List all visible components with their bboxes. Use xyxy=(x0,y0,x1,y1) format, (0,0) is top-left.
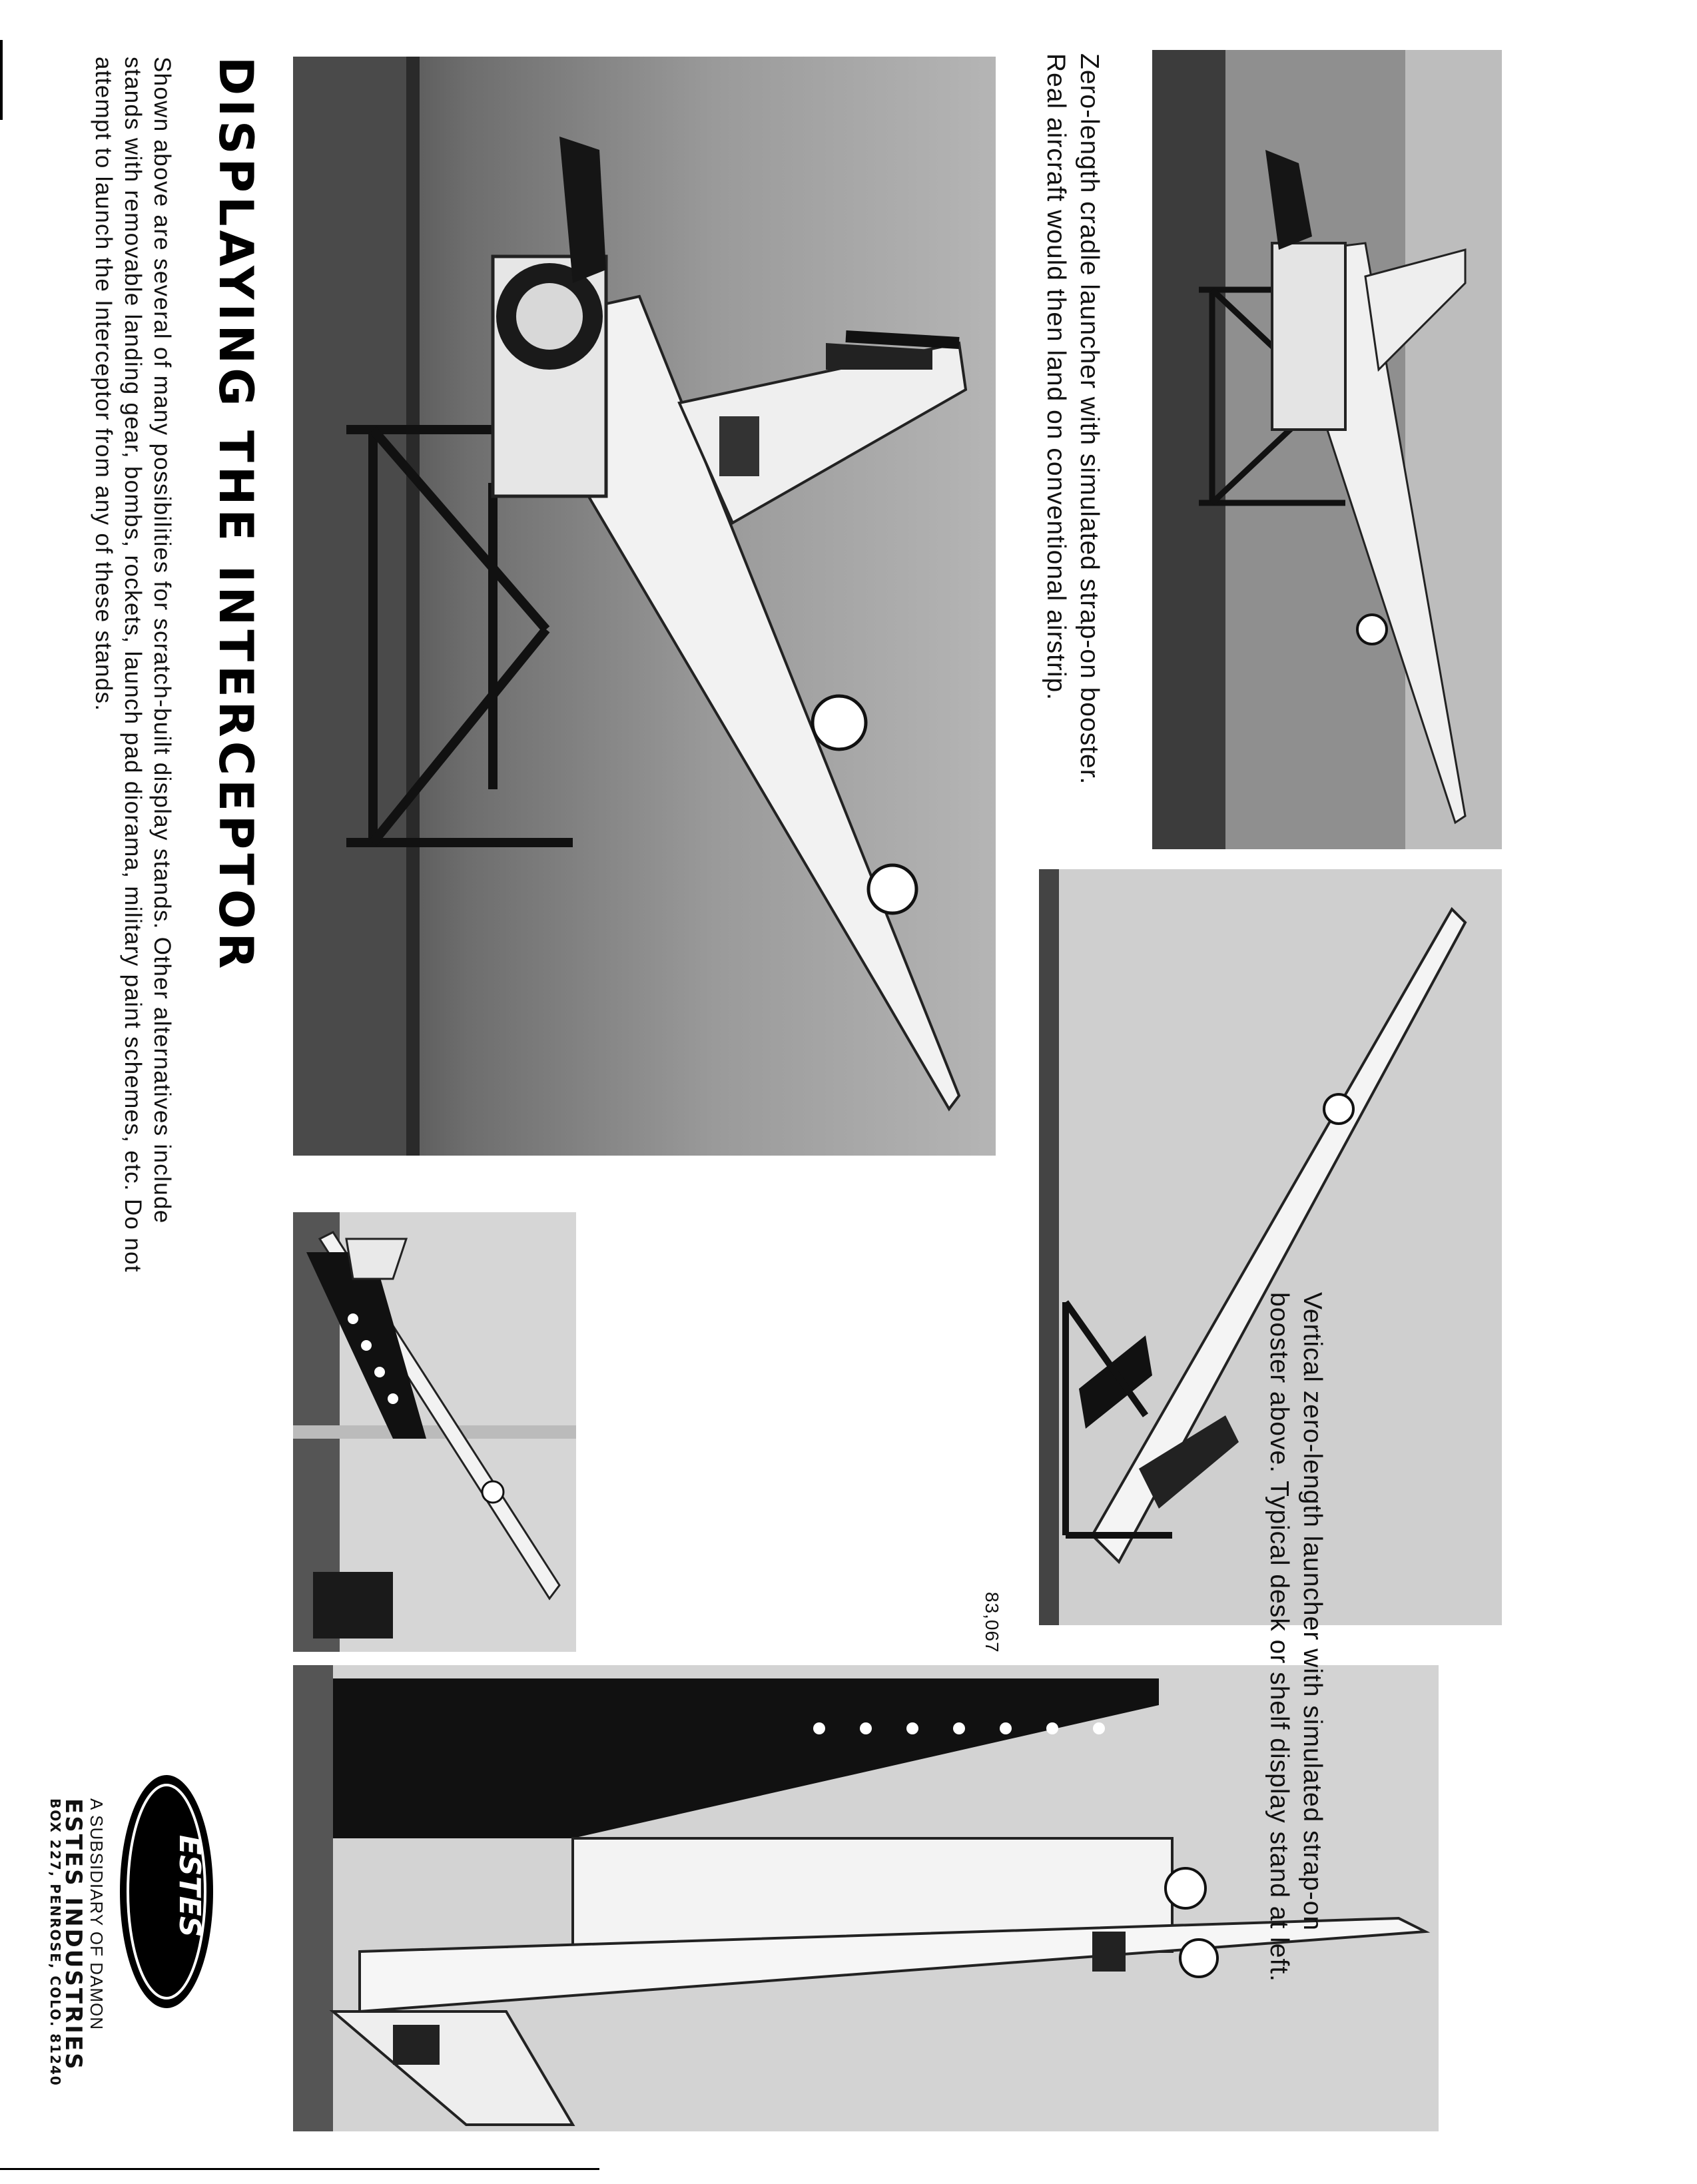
photo-cradle-launcher-wide xyxy=(1152,50,1502,849)
logo-text: ESTES xyxy=(172,1835,206,1938)
bottom-rule xyxy=(0,2168,599,2170)
page-number: 83,067 xyxy=(982,1592,1002,1653)
brand-subsidiary: A SUBSIDIARY OF DAMON xyxy=(87,1798,107,2031)
caption-vertical-launcher: Vertical zero-length launcher with simulated strap-on booster above. Typical desk or shelf display stand at left. xyxy=(1265,1292,1327,1982)
page-edge-mark xyxy=(0,40,3,120)
photo-cradle-launcher-closeup xyxy=(293,57,996,1156)
brand-name: ESTES INDUSTRIES xyxy=(60,1798,87,2071)
body-text: Shown above are several of many possibilities for scratch-built display stands. Other alternatives include stands with removable landing gear, bombs, rockets, launch pad diorama, military paint schemes, etc. Do not attempt to launch the Interceptor from any of these stands. xyxy=(91,57,175,1273)
photo-desk-stand xyxy=(293,1212,576,1652)
estes-logo xyxy=(117,1772,216,2011)
brand-address: BOX 227, PENROSE, COLO. 81240 xyxy=(47,1798,63,2087)
page-title: DISPLAYING THE INTERCEPTOR xyxy=(208,57,263,973)
caption-cradle-launcher: Zero-length cradle launcher with simulated strap-on booster. Real aircraft would then land on conventional airstrip. xyxy=(1042,53,1104,785)
